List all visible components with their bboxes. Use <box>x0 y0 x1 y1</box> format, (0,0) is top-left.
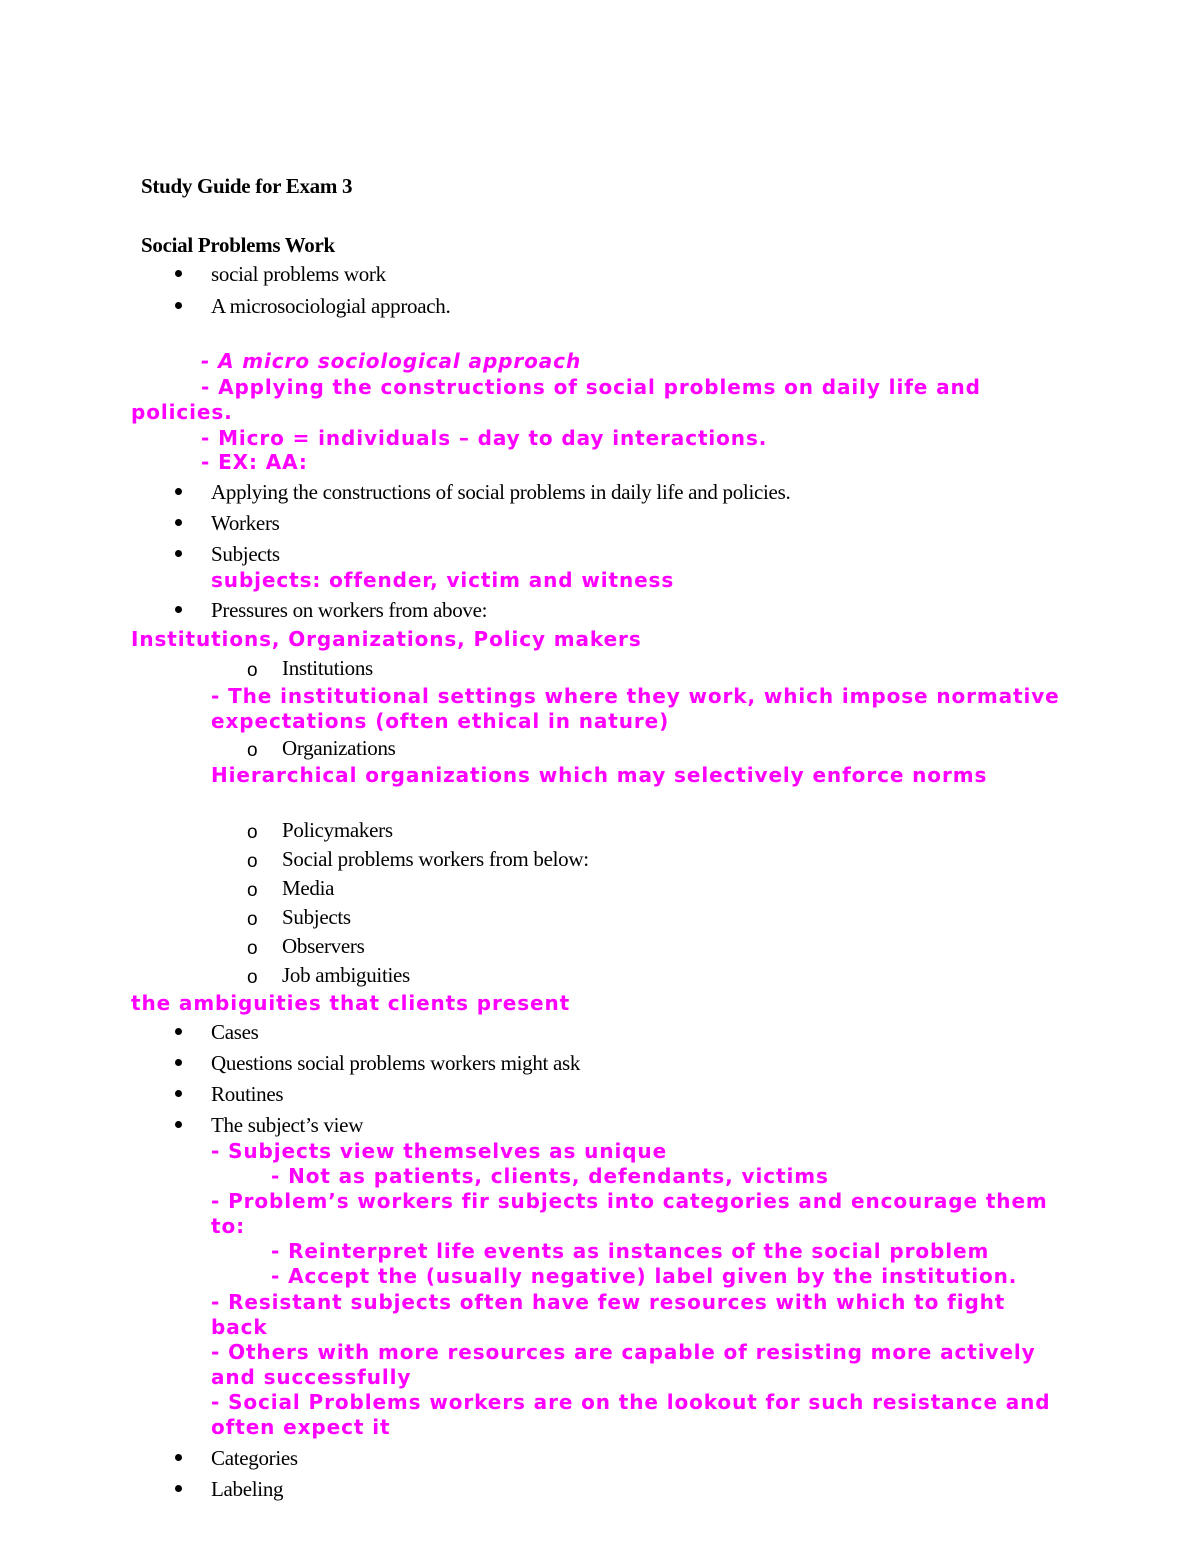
disc-bullet-icon <box>175 488 182 495</box>
disc-bullet-icon <box>175 1028 182 1035</box>
circle-o-marker: o <box>247 938 258 959</box>
list-item: Routines <box>211 1082 284 1106</box>
disc-bullet-icon <box>175 1121 182 1128</box>
disc-bullet-icon <box>175 550 182 557</box>
sub-list-item: Subjects <box>282 905 351 929</box>
circle-o-marker: o <box>247 909 258 930</box>
annotation-note: back <box>211 1315 268 1339</box>
annotation-note: - Reinterpret life events as instances of the social problem <box>271 1239 990 1263</box>
sub-list-item: Institutions <box>282 656 373 680</box>
annotation-note: - A micro sociological approach <box>201 349 582 373</box>
sub-list-item: Organizations <box>282 736 396 760</box>
circle-o-marker: o <box>247 740 258 761</box>
annotation-note: - Subjects view themselves as unique <box>211 1139 668 1163</box>
sub-list-item: Job ambiguities <box>282 963 410 987</box>
disc-bullet-icon <box>175 1090 182 1097</box>
document-title: Study Guide for Exam 3 <box>141 174 353 198</box>
annotation-note: - Resistant subjects often have few resources with which to fight <box>211 1290 1006 1314</box>
circle-o-marker: o <box>247 660 258 681</box>
disc-bullet-icon <box>175 1059 182 1066</box>
annotation-note: - The institutional settings where they work, which impose normative <box>211 684 1060 708</box>
disc-bullet-icon <box>175 519 182 526</box>
annotation-note: - Problem’s workers fir subjects into categories and encourage them <box>211 1189 1048 1213</box>
annotation-note: - EX: AA: <box>201 450 308 474</box>
annotation-note: Hierarchical organizations which may selectively enforce norms <box>211 763 988 787</box>
annotation-note: - Accept the (usually negative) label given by the institution. <box>271 1264 1018 1288</box>
annotation-note: expectations (often ethical in nature) <box>211 709 670 733</box>
list-item: The subject’s view <box>211 1113 364 1137</box>
list-item: Labeling <box>211 1477 284 1501</box>
annotation-note: to: <box>211 1214 245 1238</box>
list-item: Questions social problems workers might ask <box>211 1051 581 1075</box>
annotation-note: and successfully <box>211 1365 412 1389</box>
list-item: Categories <box>211 1446 298 1470</box>
disc-bullet-icon <box>175 1454 182 1461</box>
disc-bullet-icon <box>175 302 182 309</box>
list-item: A microsociologial approach. <box>211 294 451 318</box>
circle-o-marker: o <box>247 822 258 843</box>
annotation-note: the ambiguities that clients present <box>131 991 571 1015</box>
list-item: Cases <box>211 1020 259 1044</box>
annotation-note: - Applying the constructions of social problems on daily life and <box>201 375 981 399</box>
disc-bullet-icon <box>175 270 182 277</box>
sub-list-item: Media <box>282 876 335 900</box>
annotation-note: - Others with more resources are capable of resisting more actively <box>211 1340 1036 1364</box>
list-item: Pressures on workers from above: <box>211 598 488 622</box>
annotation-note: policies. <box>131 400 233 424</box>
circle-o-marker: o <box>247 880 258 901</box>
sub-list-item: Social problems workers from below: <box>282 847 589 871</box>
annotation-note: subjects: offender, victim and witness <box>211 568 675 592</box>
sub-list-item: Policymakers <box>282 818 393 842</box>
sub-list-item: Observers <box>282 934 365 958</box>
annotation-note: - Not as patients, clients, defendants, victims <box>271 1164 829 1188</box>
circle-o-marker: o <box>247 967 258 988</box>
circle-o-marker: o <box>247 851 258 872</box>
disc-bullet-icon <box>175 606 182 613</box>
list-item: Workers <box>211 511 280 535</box>
list-item: Subjects <box>211 542 280 566</box>
annotation-note: - Social Problems workers are on the lookout for such resistance and <box>211 1390 1051 1414</box>
annotation-note: Institutions, Organizations, Policy makers <box>131 627 642 651</box>
annotation-note: often expect it <box>211 1415 391 1439</box>
disc-bullet-icon <box>175 1485 182 1492</box>
list-item: Applying the constructions of social problems in daily life and policies. <box>211 480 791 504</box>
list-item: social problems work <box>211 262 386 286</box>
annotation-note: - Micro = individuals – day to day interactions. <box>201 426 768 450</box>
section-heading: Social Problems Work <box>141 233 335 257</box>
